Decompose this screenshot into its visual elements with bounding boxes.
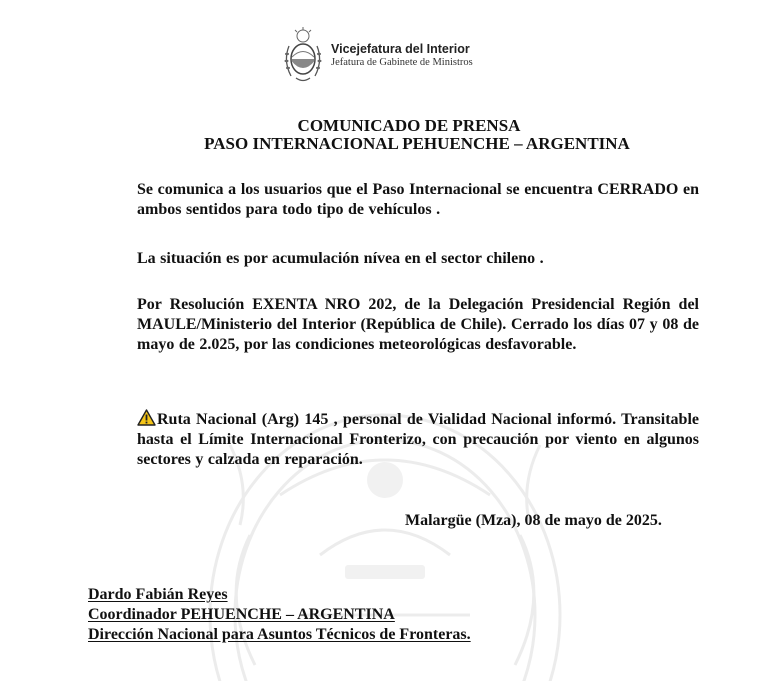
place-and-date: Malargüe (Mza), 08 de mayo de 2025.: [405, 512, 662, 529]
letterhead: [283, 26, 473, 86]
paragraph-resolution: Por Resolución EXENTA NRO 202, de la Delegación Presidencial Región del MAULE/Ministerio del Interior (República de Chile). Cerrado los días 07 y 08 de mayo de 2.025, por las condiciones meteorológicas desfavorable.: [137, 296, 699, 353]
organization-title: Vicejefatura del Interior: [331, 41, 470, 56]
paragraph-situation: La situación es por acumulación nívea en el sector chileno .: [137, 250, 544, 267]
document-subtitle: PASO INTERNACIONAL PEHUENCHE – ARGENTINA: [204, 134, 630, 153]
letterhead-text: [331, 42, 473, 69]
document-title: COMUNICADO DE PRENSA: [297, 116, 521, 135]
paragraph-route-status: [137, 409, 699, 470]
warning-icon: [137, 409, 156, 426]
route-status-text: Ruta Nacional (Arg) 145 , personal de Vialidad Nacional informó. Transitable hasta el Límite Internacional Fronterizo, con precaución por viento en algunos sectores y calzada en reparación.: [137, 411, 699, 468]
organization-subtitle: Jefatura de Gabinete de Ministros: [331, 56, 473, 68]
signatory-name: Dardo Fabián Reyes: [88, 586, 228, 603]
argentine-coat-of-arms-icon: [283, 26, 323, 86]
signatory-office: Dirección Nacional para Asuntos Técnicos de Fronteras.: [88, 626, 471, 643]
signatory-role: Coordinador PEHUENCHE – ARGENTINA: [88, 606, 395, 623]
paragraph-closure-notice: Se comunica a los usuarios que el Paso Internacional se encuentra CERRADO en ambos sentidos para todo tipo de vehículos .: [137, 181, 699, 218]
